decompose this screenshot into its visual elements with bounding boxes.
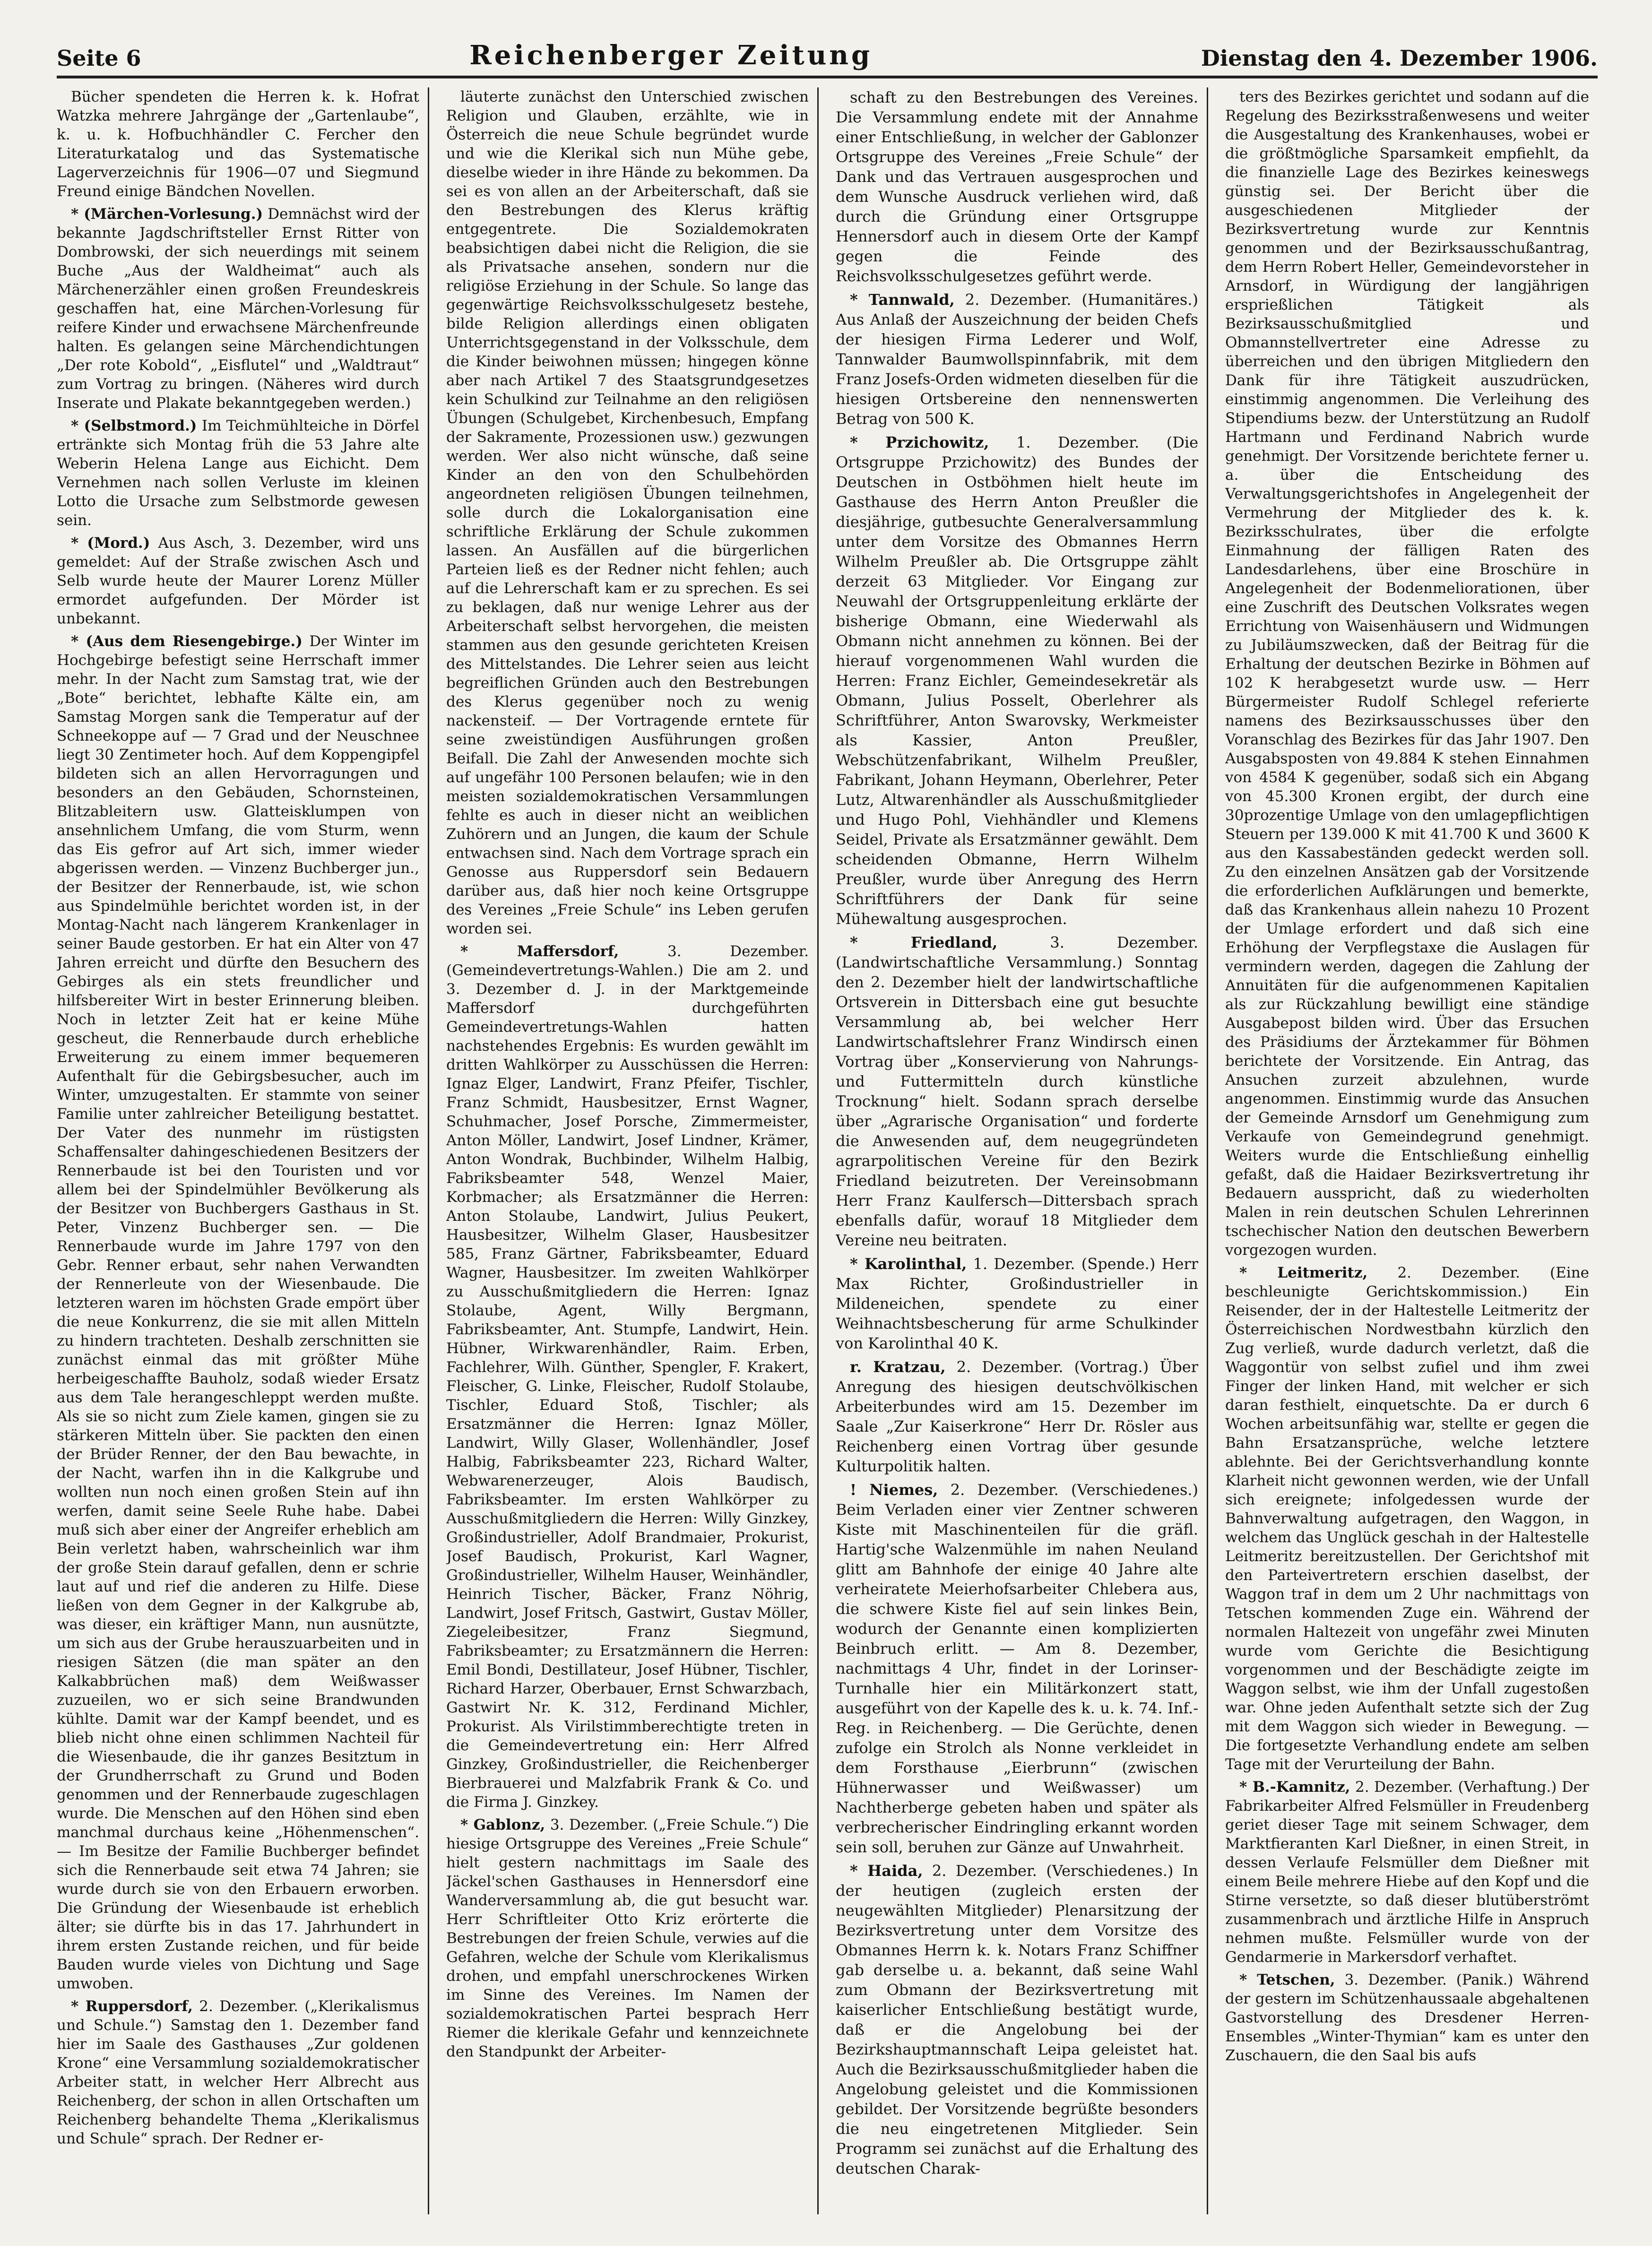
article-paragraph — [1225, 87, 1589, 1260]
article-paragraph — [57, 632, 419, 1993]
article-dateline: ! Niemes, — [850, 1481, 938, 1499]
column-2 — [446, 87, 819, 2214]
article-paragraph — [446, 87, 809, 938]
newspaper-title: Reichenberger Zeitung — [469, 40, 873, 71]
page-number: Seite 6 — [57, 45, 141, 71]
article-text: 3. Dezember. („Freie Schule.“) Die hiesige Ortsgruppe des Vereines „Freie Schule“ hielt gestern nachmittags im Saale des Jäckel'schen Gasthauses in Hennersdorf eine Wanderversammlung ab, die gut besucht war. Herr Schriftleiter Otto Kriz erörterte die Bestrebungen der freien Schule, verwies auf die Gefahren, welche der Schule vom Klerikalismus drohen, und empfahl unerschrockenes Wirken im Sinne des Vereines. Im Namen der sozialdemokratischen Partei besprach Herr Riemer die klerikale Gefahr und kennzeichnete den Standpunkt der Arbeiter- — [446, 1816, 809, 2060]
article-paragraph — [836, 290, 1198, 429]
article-text: 2. Dezember. (Verschiedenes.) In der heutigen (zugleich ersten der neugewählten Mitglieder) Plenarsitzung der Bezirksvertretung unter dem Vorsitze des Obmannes Herrn k. k. Notars Franz Schiffner gab derselbe u. a. bekannt, daß seine Wahl zum Obmann der Bezirksvertretung mit kaiserlicher Entschließung bestätigt wurde, daß er die Angelobung bei der Bezirkshauptmannschaft Leipa geleistet hat. Auch die Bezirksausschußmitglieder haben die Angelobung geleistet und die Kommissionen gebildet. Der Vorsitzende begrüßte besonders die neu eingetretenen Mitglieder. Sein Programm sei zunächst auf die Erhaltung des deutschen Charak- — [836, 1862, 1199, 2177]
article-dateline: * Friedland, — [850, 933, 998, 951]
article-dateline: * Maffersdorf, — [460, 943, 619, 960]
article-text: 2. Dezember. (Humanitäres.) Aus Anlaß der Auszeichnung der beiden Chefs der hiesigen Firma Lederer und Wolf, Tannwalder Baumwollspinnfabrik, mit dem Franz Josefs-Orden widmeten dieselben für die hiesigen Ortsbereine den nennenswerten Betrag von 500 K. — [836, 291, 1199, 428]
article-paragraph — [1225, 1970, 1589, 2065]
article-paragraph — [1225, 1263, 1589, 1774]
article-dateline: r. Kratzau, — [850, 1358, 946, 1376]
article-dateline: * Ruppersdorf, — [71, 1998, 193, 2015]
article-paragraph — [57, 87, 419, 201]
article-dateline: * (Aus dem Riesengebirge.) — [71, 633, 303, 650]
article-dateline: * Tannwald, — [850, 291, 955, 309]
article-paragraph — [57, 205, 419, 413]
article-text: 2. Dezember. („Klerikalismus und Schule.“) Samstag den 1. Dezember fand hier im Saale des Gasthauses „Zur goldenen Krone“ eine Versammlung sozialdemokratischer Arbeiter statt, in welcher Herr Albrecht aus Reichenberg, der schon in allen Ortschaften um Reichenberg behandelte Thema „Klerikalismus und Schule“ sprach. Der Redner er- — [57, 1998, 419, 2147]
article-paragraph — [836, 87, 1198, 286]
article-text: Bücher spendeten die Herren k. k. Hofrat Watzka mehrere Jahrgänge der „Gartenlaube“, k. u. k. Hofbuchhändler C. Fercher den Literaturkatalog und das Systematische Lagerverzeichnis für 1906—07 und Siegmund Freund einige Bändchen Novellen. — [57, 88, 419, 200]
article-text: 1. Dezember. (Die Ortsgruppe Przichowitz) des Bundes der Deutschen in Ostböhmen hielt heute im Gasthause des Herrn Anton Preußler die diesjährige, gutbesuchte Generalversammlung unter dem Vorsitze des Obmannes Herrn Wilhelm Preußler ab. Die Ortsgruppe zählt derzeit 63 Mitglieder. Vor Eingang zur Neuwahl der Ortsgruppenleitung erklärte der bisherige Obmann, eine Wiederwahl als Obmann nicht annehmen zu können. Bei der hierauf vorgenommenen Wahl wurden die Herren: Franz Eichler, Gemeindesekretär als Obmann, Julius Posselt, Oberlehrer als Schriftführer, Anton Swarovsky, Werkmeister als Kassier, Anton Preußler, Webschützenfabrikant, Wilhelm Preußler, Fabrikant, Johann Heymann, Oberlehrer, Peter Lutz, Altwarenhändler als Ausschußmitglieder und Hugo Pohl, Viehhändler und Klemens Seidel, Private als Ersatzmänner gewählt. Dem scheidenden Obmanne, Herrn Wilhelm Preußler, wurde über Anregung des Herrn Schriftführers der Dank für seine Mühewaltung ausgesprochen. — [836, 433, 1199, 928]
article-dateline: * Karolinthal, — [850, 1255, 967, 1273]
article-dateline: * Leitmeritz, — [1239, 1264, 1368, 1281]
article-text: 3. Dezember. (Panik.) Während der gestern im Schützenhaussaale abgehaltenen Gastvorstellung des Dresdener Herren-Ensembles „Winter-Thymian“ kam es unter den Zuschauern, die den Saal bis aufs — [1225, 1971, 1589, 2064]
article-paragraph — [446, 1815, 809, 2061]
article-dateline: * (Märchen-Vorlesung.) — [71, 206, 263, 223]
article-text: 3. Dezember. (Gemeindevertretungs-Wahlen.) Die am 2. und 3. Dezember d. J. in der Marktgemeinde Maffersdorf durchgeführten Gemeindevertretungs-Wahlen hatten nachstehendes Ergebnis: Es wurden gewählt im dritten Wahlkörper zu Ausschüssen die Herren: Ignaz Elger, Landwirt, Franz Pfeifer, Tischler, Franz Schmidt, Hausbesitzer, Ernst Wagner, Schuhmacher, Josef Porsche, Zimmermeister, Anton Möller, Landwirt, Josef Lindner, Krämer, Anton Wondrak, Buchbinder, Wilhelm Halbig, Fabriksbeamter 548, Wenzel Maier, Korbmacher; als Ersatzmänner die Herren: Anton Stolaube, Landwirt, Julius Peukert, Hausbesitzer, Wilhelm Glaser, Hausbesitzer 585, Franz Gärtner, Fabriksbeamter, Eduard Wagner, Hausbesitzer. Im zweiten Wahlkörper zu Ausschußmitgliedern die Herren: Ignaz Stolaube, Agent, Willy Bergmann, Fabriksbeamter, Ant. Stumpfe, Landwirt, Hein. Hübner, Wirkwarenhändler, Raim. Erben, Fachlehrer, Wilh. Günther, Spengler, F. Krakert, Fleischer, G. Linke, Fleischer, Rudolf Stolaube, Tischler, Eduard Stoß, Tischler; als Ersatzmänner die Herren: Ignaz Möller, Landwirt, Willy Glaser, Wollenhändler, Josef Halbig, Fabriksbeamter 223, Richard Walter, Webwarenerzeuger, Alois Baudisch, Fabriksbeamter. Im ersten Wahlkörper zu Ausschußmitgliedern die Herren: Willy Ginzkey, Großindustrieller, Adolf Brandmaier, Prokurist, Josef Baudisch, Prokurist, Karl Wagner, Großindustrieller, Wilhelm Hauser, Weinhändler, Heinrich Tischer, Bäcker, Franz Nöhrig, Landwirt, Josef Fritsch, Gastwirt, Gustav Möller, Ziegeleibesitzer, Franz Siegmund, Fabriksbeamter; zu Ersatzmännern die Herren: Emil Bondi, Destillateur, Josef Hübner, Tischler, Richard Harzer, Oberbauer, Ernst Schwarzbach, Gastwirt Nr. K. 312, Ferdinand Michler, Prokurist. Als Virilstimmberechtigte treten in die Gemeindevertretung ein: Herr Alfred Ginzkey, Großindustrieller, die Reichenberger Bierbrauerei und Malzfabrik Frank & Co. und die Firma J. Ginzkey. — [446, 943, 809, 1811]
article-paragraph — [1225, 1778, 1589, 1967]
column-4 — [1225, 87, 1598, 2214]
article-text: 2. Dezember. (Verhaftung.) Der Fabrikarbeiter Alfred Felsmüller in Freudenberg geriet dieser Tage mit seinem Schwager, dem Marktfieranten Karl Dießner, in einen Streit, in dessen Verlaufe Felsmüller dem Dießner mit einem Beile mehrere Hiebe auf den Kopf und die Stirne versetzte, so daß dieser blutüberströmt zusammenbrach und ärztliche Hilfe in Anspruch nehmen mußte. Felsmüller wurde von der Gendarmerie in Markersdorf verhaftet. — [1225, 1779, 1589, 1966]
article-text: Der Winter im Hochgebirge befestigt seine Herrschaft immer mehr. In der Nacht zum Samstag trat, wie der „Bote“ berichtet, lebhafte Kälte ein, am Samstag Morgen sank die Temperatur auf der Schneekoppe auf — 7 Grad und der Neuschnee liegt 30 Zentimeter hoch. Auf dem Koppengipfel bildeten sich an allen Hervorragungen und besonders an den Gebäuden, Schornsteinen, Blitzableitern usw. Glatteisklumpen von ansehnlichem Umfang, die vom Sturm, wenn das Eis gefror auf Art sich, immer wieder abgerissen werden. — Vinzenz Buchberger jun., der Besitzer der Rennerbaude, ist, wie schon aus Spindelmühle berichtet worden ist, in der Montag-Nacht nach längerem Krankenlager in seiner Baude gestorben. Er hat ein Alter von 47 Jahren erreicht und dürfte den Besuchern des Gebirges als ein stets freundlicher und hilfsbereiter Wirt in bester Erinnerung bleiben. Noch in letzter Zeit hat er keine Mühe gescheut, die Rennerbaude durch erhebliche Erweiterung zu einem immer bequemeren Aufenthalt für die Gebirgsbesucher, auch im Winter, umzugestalten. Er stammte von seiner Familie unter zahlreicher Beteiligung bestattet. Der Vater des nunmehr im rüstigsten Schaffensalter dahingeschiedenen Besitzers der Rennerbaude ist bei den Touristen und vor allem bei der Spindelmühler Bevölkerung als der Besitzer von Buchbergers Gasthaus in St. Peter, Vinzenz Buchberger sen. — Die Rennerbaude wurde im Jahre 1797 von den Gebr. Renner erbaut, sehr nahen Verwandten der Rennerleute von der Wiesenbaude. Die letzteren waren im höchsten Grade empört über die neue Konkurrenz, die sie mit allen Mitteln zu hindern trachteten. Deshalb zerschnitten sie zunächst einmal das mit größter Mühe herbeigeschaffte Bauholz, sodaß wieder Ersatz aus dem Tale herangeschleppt werden mußte. Als sie so nicht zum Ziele kamen, gingen sie zu stärkeren Mitteln über. Sie packten den einen der Brüder Renner, der den Bau bewachte, in der Nacht, warfen ihn in die Kalkgrube und wollten nun noch einen großen Stein auf ihn werfen, damit seine Seele Ruhe habe. Dabei muß sich aber einer der Angreifer erheblich am Bein verletzt haben, wahrscheinlich war ihm der große Stein darauf gefallen, denn er schrie laut auf und rief die anderen zu Hilfe. Diese ließen von dem Gegner in der Kalkgrube ab, was dieser, ein kräftiger Mann, nun ausnützte, um sich aus der Grube herauszuarbeiten und in riesigen Sätzen (die man später an den Kalkabbrüchen maß) dem Weißwasser zuzueilen, wo er sich seine Brandwunden kühlte. Damit war der Kampf beendet, und es blieb nicht ohne einen schlimmen Nachteil für die Wiesenbaude, die ihr ganzes Besitztum in der Grundherrschaft zu Grund und Boden genommen und der Rennerbaude zugeschlagen wurde. Die Menschen auf den Höhen sind eben manchmal durchaus keine „Höhenmenschen“. — Im Besitze der Familie Buchberger befindet sich die Rennerbaude seit etwa 74 Jahren; sie wurde durch sie von den Erbauern erworben. Die Gründung der Wiesenbaude ist erheblich älter; sie dürfte bis in das 17. Jahrhundert in ihrem ersten Zustande reichen, und für beide Bauden wurde vieles von Dichtung und Sage umwoben. — [57, 633, 419, 1992]
article-dateline: * Przichowitz, — [850, 433, 989, 451]
article-dateline: * (Mord.) — [71, 535, 150, 552]
article-paragraph — [836, 1357, 1198, 1476]
article-paragraph — [57, 534, 419, 628]
article-text: 2. Dezember. (Vortrag.) Über Anregung des hiesigen deutschvölkischen Arbeiterbundes wird am 15. Dezember im Saale „Zur Kaiserkrone“ Herr Dr. Rösler aus Reichenberg einen Vortrag über gesunde Kulturpolitik halten. — [836, 1358, 1198, 1475]
article-dateline: * Gablonz, — [460, 1816, 545, 1833]
article-paragraph — [836, 933, 1198, 1250]
article-text: läuterte zunächst den Unterschied zwischen Religion und Glauben, erzählte, wie in Österreich die neue Schule begründet wurde und wie die Klerikal sich nun Mühe gebe, dieselbe wieder in ihre Hände zu bekommen. Da sei es von allen an der Arbeiterschaft, daß sie den Bestrebungen des Klerus kräftig entgegentrete. Die Sozialdemokraten beabsichtigen dabei nicht die Religion, die sie als Privatsache ansehen, sondern nur die religiöse Erziehung in der Schule. So lange das gegenwärtige Reichsvolksschulgesetz bestehe, bilde Religion allerdings einen obligaten Unterrichtsgegenstand in der Volksschule, dem die Kinder beiwohnen müssen; hingegen könne aber nach Artikel 7 des Staatsgrundgesetzes kein Schulkind zur Teilnahme an den religiösen Übungen (Schulgebet, Kirchenbesuch, Empfang der Sakramente, Prozessionen usw.) gezwungen werden. Wer also nicht wünsche, daß seine Kinder an den von den Schulbehörden angeordneten religiösen Übungen teilnehmen, solle durch die Lokalorganisation eine schriftliche Erklärung der Schule zukommen lassen. An Ausfällen auf die bürgerlichen Parteien ließ es der Redner nicht fehlen; auch auf die Lehrerschaft kam er zu sprechen. Es sei zu beklagen, daß nur wenige Lehrer aus der Arbeiterschaft selbst hervorgehen, die meisten stammen aus den gesunde gerichteten Kreisen des Mittelstandes. Die Lehrer seien aus leicht begreiflichen Gründen auch den Bestrebungen des Klerus gegenüber noch zu wenig nackensteif. — Der Vortragende erntete für seine zweistündigen Ausführungen großen Beifall. Die Zahl der Anwesenden mochte sich auf ungefähr 100 Personen belaufen; wie in den meisten sozialdemokratischen Versammlungen fehlte es auch in dieser nicht an weiblichen Zuhörern und an Jungen, die kaum der Schule entwachsen sind. Nach dem Vortrage sprach ein Genosse aus Ruppersdorf sein Bedauern darüber aus, daß hier noch keine Ortsgruppe des Vereines „Freie Schule“ ins Leben gerufen worden sei. — [446, 88, 809, 937]
article-text: Im Teichmühlteiche in Dörfel ertränkte sich Montag früh die 53 Jahre alte Weberin Helena Lange aus Eichicht. Dem Vernehmen nach sollen Verluste im kleinen Lotto die Ursache zum Selbstmorde gewesen sein. — [57, 417, 420, 529]
issue-date: Dienstag den 4. Dezember 1906. — [1201, 45, 1598, 71]
header-rule — [57, 76, 1598, 78]
article-columns — [57, 87, 1598, 2214]
article-text: Aus Asch, 3. Dezember, wird uns gemeldet: Auf der Straße zwischen Asch und Selb wurde heute der Maurer Lorenz Müller ermordet aufgefunden. Der Mörder ist unbekannt. — [57, 535, 419, 627]
article-paragraph — [836, 1254, 1198, 1353]
article-text: 2. Dezember. (Eine beschleunigte Gerichtskommission.) Ein Reisender, der in der Haltestelle Leitmeritz der Österreichischen Nordwestbahn kürzlich den Zug verließ, wurde dadurch verletzt, daß die Waggontür von selbst zufiel und ihm zwei Finger der linken Hand, mit welcher er sich daran festhielt, einquetschte. Da er durch 6 Wochen arbeitsunfähig war, stellte er gegen die Bahn Ersatzansprüche, welche letztere ablehnte. Bei der Gerichtsverhandlung konnte Klarheit nicht gewonnen werden, wie der Unfall sich ereignete; infolgedessen wurde der Bahnverwaltung aufgetragen, den Waggon, in welchem das Unglück geschah in der Haltestelle Leitmeritz bereitzustellen. Der Gerichtshof mit den Parteivertretern erschien daselbst, der Waggon traf in dem um 2 Uhr nachmittags von Tetschen kommenden Zuge ein. Während der normalen Haltezeit von ungefähr zwei Minuten wurde vom Gerichte die Besichtigung vorgenommen und der Beschädigte zeigte im Waggon selbst, wie ihm der Unfall zugestoßen war. Ohne jeden Aufenthalt setzte sich der Zug mit dem Waggon sich wieder in Bewegung. — Die fortgesetzte Verhandlung endete am selben Tage mit der Verurteilung der Bahn. — [1225, 1264, 1590, 1773]
article-paragraph — [57, 416, 419, 530]
column-1 — [57, 87, 429, 2214]
article-dateline: * B.-Kamnitz, — [1239, 1779, 1350, 1796]
article-dateline: * (Selbstmord.) — [71, 417, 197, 434]
article-paragraph — [57, 1997, 419, 2148]
column-3 — [836, 87, 1208, 2214]
article-dateline: * Haida, — [850, 1862, 923, 1880]
article-text: 3. Dezember. (Landwirtschaftliche Versammlung.) Sonntag den 2. Dezember hielt der landwirtschaftliche Ortsverein in Dittersbach eine gut besuchte Versammlung ab, bei welcher Herr Landwirtschaftslehrer Franz Windirsch einen Vortrag über „Konservierung von Nahrungs- und Futtermitteln durch künstliche Trocknung“ hielt. Sodann sprach derselbe über „Agrarische Organisation“ und forderte die Anwesenden auf, dem neugegründeten agrarpolitischen Vereine für den Bezirk Friedland beizutreten. Der Vereinsobmann Herr Franz Kaulfersch—Dittersbach sprach ebenfalls dafür, worauf 18 Mitglieder dem Vereine neu beitraten. — [836, 933, 1199, 1249]
article-paragraph — [836, 1480, 1198, 1857]
article-paragraph — [446, 942, 809, 1812]
article-paragraph — [836, 432, 1198, 929]
article-paragraph — [836, 1861, 1198, 2178]
article-text: schaft zu den Bestrebungen des Vereines. Die Versammlung endete mit der Annahme einer Entschließung, in welcher der Gablonzer Ortsgruppe des Vereines „Freie Schule“ der Dank und das Vertrauen ausgesprochen und dem Wunsche Ausdruck verliehen wird, daß durch die Gründung einer Ortsgruppe Hennersdorf auch in diesem Orte der Kampf gegen die Feinde des Reichsvolksschulgesetzes geführt werde. — [836, 88, 1198, 285]
page-header — [57, 19, 1598, 71]
article-text: ters des Bezirkes gerichtet und sodann auf die Regelung des Bezirksstraßenwesens und weiter die Ausgestaltung des Krankenhauses, wobei er die größtmögliche Sparsamkeit empfiehlt, da die finanzielle Lage des Bezirkes keineswegs günstig sei. Der Bericht über die ausgeschiedenen Mitglieder der Bezirksvertretung wurde zur Kenntnis genommen und der Bezirksausschußantrag, dem Herrn Robert Heller, Gemeindevorsteher in Arnsdorf, in Würdigung der langjährigen ersprießlichen Tätigkeit als Bezirksausschußmitglied und Obmannstellvertreter eine Adresse zu überreichen und den übrigen Mitgliedern den Dank für ihre Tätigkeit auszudrücken, einstimmig angenommen. Die Verleihung des Stipendiums bezw. der Unterstützung an Rudolf Hartmann und Ferdinand Nabrich wurde genehmigt. Der Vorsitzende berichtete ferner u. a. über die Entscheidung des Verwaltungsgerichtshofes in Angelegenheit der Vermehrung der Mitglieder des k. k. Bezirksschulrates, über die erfolgte Einmahnung der fälligen Raten des Landesdarlehens, über eine Broschüre in Angelegenheit der Bodenmeliorationen, über eine Zuschrift des Deutschen Volksrates wegen Errichtung von Waisenhäusern und Widmungen zu Jubiläumszwecken, daß der Beitrag für die Erhaltung der deutschen Bezirke in Böhmen auf 102 K herabgesetzt wurde usw. — Herr Bürgermeister Rudolf Schlegel referierte namens des Bezirksausschusses über den Voranschlag des Bezirkes für das Jahr 1907. Den Ausgabsposten von 49.884 K stehen Einnahmen von 4584 K gegenüber, sodaß sich ein Abgang von 45.300 Kronen ergibt, der durch eine 30prozentige Umlage von den umlagepflichtigen Steuern per 139.000 K mit 41.700 K und 3600 K aus den Kassabeständen gedeckt werden soll. Zu den einzelnen Ansätzen gab der Vorsitzende die erforderlichen Aufklärungen und bemerkte, daß das Krankenhaus allein nahezu 10 Prozent der Umlage erfordert und daß sich eine Erhöhung der Verpflegstaxe die Auslagen für vermindern werden, dagegen die Zahlung der Annuitäten für die aufgenommenen Kapitalien als zur Rückzahlung bewilligt eine ständige Ausgabepost bilden wird. Über das Ersuchen des Präsidiums der Ärztekammer für Böhmen berichtete der Vorsitzende. Ein Antrag, das Ansuchen zurzeit abzulehnen, wurde angenommen. Einstimmig wurde das Ansuchen der Gemeinde Arnsdorf um Genehmigung zum Verkaufe von Gemeindegrund genehmigt. Weiters wurde die Entschließung einhellig gefaßt, daß die Haidaer Bezirksvertretung ihr Bedauern ausspricht, daß zu wiederholten Malen in rein deutschen Schulen Lehrerinnen tschechischer Nation den deutschen Bewerbern vorgezogen wurden. — [1225, 88, 1589, 1259]
article-dateline: * Tetschen, — [1239, 1971, 1335, 1988]
article-text: 1. Dezember. (Spende.) Herr Max Richter, Großindustrieller in Mildeneichen, spendete zu einer Weihnachtsbescherung für arme Schulkinder von Karolinthal 40 K. — [836, 1255, 1199, 1352]
article-text: 2. Dezember. (Verschiedenes.) Beim Verladen einer vier Zentner schweren Kiste mit Maschinenteilen für die gräfl. Hartig'sche Walzenmühle im nahen Neuland glitt am Bahnhofe der einige 40 Jahre alte verheiratete Meierhofsarbeiter Chlebera aus, die schwere Kiste fiel auf sein linkes Bein, wodurch der Genannte einen komplizierten Beinbruch erlitt. — Am 8. Dezember, nachmittags 4 Uhr, findet in der Lorinser-Turnhalle hier ein Militärkonzert statt, ausgeführt von der Kapelle des k. u. k. 74. Inf.-Reg. in Reichenberg. — Die Gerüchte, denen zufolge ein Strolch als Nonne verkleidet in dem Forsthause „Eierbrunn“ (zwischen Hühnerwasser und Weißwasser) um Nachtherberge gebeten haben und später als verbrecherischer Eindringling erkannt worden sein soll, beruhen zur Gänze auf Unwahrheit. — [836, 1481, 1199, 1856]
article-text: Demnächst wird der bekannte Jagdschriftsteller Ernst Ritter von Dombrowski, der sich neuerdings mit seinem Buche „Aus der Waldheimat“ auch als Märchenerzähler einen großen Freundeskreis geschaffen hat, eine Märchen-Vorlesung für reifere Kinder und erwachsene Märchenfreunde halten. Es gelangen seine Märchendichtungen „Der rote Kobold“, „Eisflutel“ und „Waldtraut“ zum Vortrag zu bringen. (Näheres wird durch Inserate und Plakate bekanntgegeben werden.) — [57, 206, 419, 412]
